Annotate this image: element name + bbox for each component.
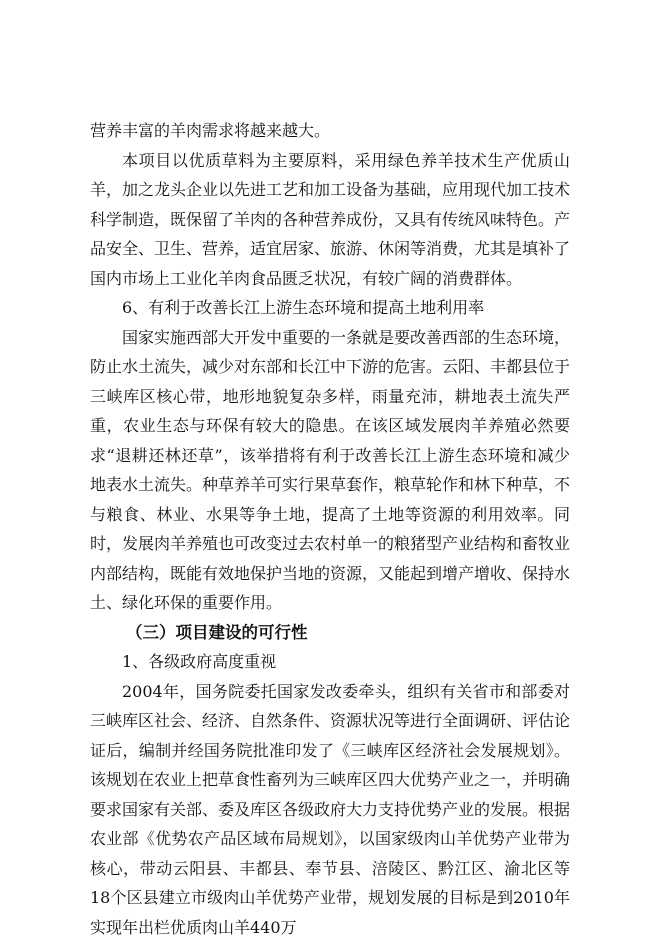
subheading-ecology: 6、有利于改善长江上游生态环境和提高土地利用率 xyxy=(90,293,570,323)
paragraph-government-plan: 2004年，国务院委托国家发改委牵头，组织有关省市和部委对三峡库区社会、经济、自然条件、资源状况等进行全面调研、评估论证后，编制并经国务院批准印发了《三峡库区经济社会发展规划》。该规划在农业上把草食性畜列为三峡库区四大优势产业之一，并明确要求国家有关部、委及库区各级政府大力支持优势产业的发展。根据农业部《优势农产品区域布局规划》，以国家级肉山羊优势产业带为核心，带动云阳县、丰都县、奉节县、涪陵区、黔江区、渝北区等18个区县建立市级肉山羊优势产业带，规划发展的目标是到2010年实现年出栏优质肉山羊440万 xyxy=(90,677,570,942)
subheading-government-support: 1、各级政府高度重视 xyxy=(90,647,570,677)
section-heading-feasibility: （三）项目建设的可行性 xyxy=(90,618,570,648)
paragraph-project-materials: 本项目以优质草料为主要原料，采用绿色养羊技术生产优质山羊，加之龙头企业以先进工艺和加工设备为基础，应用现代加工技术科学制造，既保留了羊肉的各种营养成份，又具有传统风味特色。产品安全、卫生、营养，适宜居家、旅游、休闲等消费，尤其是填补了国内市场上工业化羊肉食品匮乏状况，有较广阔的消费群体。 xyxy=(90,146,570,294)
paragraph-continuation: 营养丰富的羊肉需求将越来越大。 xyxy=(90,116,570,146)
paragraph-ecology: 国家实施西部大开发中重要的一条就是要改善西部的生态环境，防止水土流失，减少对东部和长江中下游的危害。云阳、丰都县位于三峡库区核心带，地形地貌复杂多样，雨量充沛，耕地表土流失严重，农业生态与环保有较大的隐患。在该区域发展肉羊养殖必然要求“退耕还林还草”，该举措将有利于改善长江上游生态环境和减少地表水土流失。种草养羊可实行果草套作，粮草轮作和林下种草，不与粮食、林业、水果等争土地，提高了土地等资源的利用效率。同时，发展肉羊养殖也可改变过去农村单一的粮猪型产业结构和畜牧业内部结构，既能有效地保护当地的资源，又能起到增产增收、保持水土、绿化环保的重要作用。 xyxy=(90,323,570,618)
document-page xyxy=(90,116,570,942)
